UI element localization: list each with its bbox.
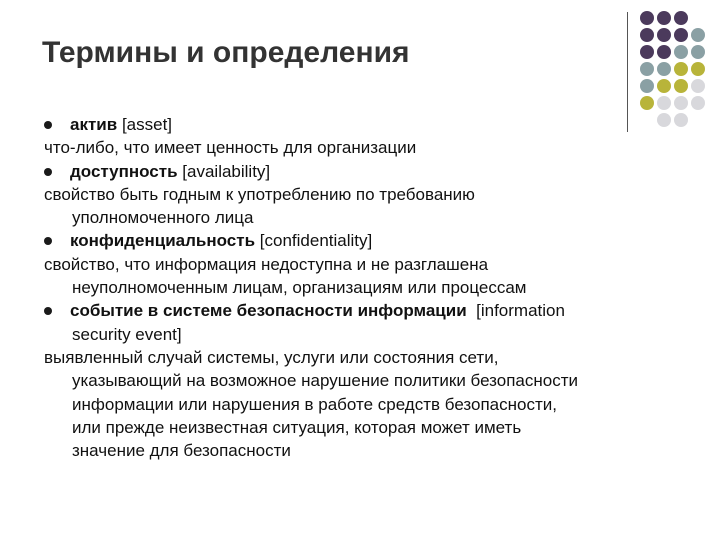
definition-line: значение для безопасности (72, 441, 291, 461)
term-english: [confidentiality] (259, 231, 373, 251)
term-line (44, 160, 674, 183)
dot (640, 62, 654, 76)
term-english: [asset] (121, 115, 173, 134)
dot (657, 62, 671, 76)
dot (657, 28, 671, 42)
term-line (44, 299, 674, 322)
term-name: доступность (70, 161, 178, 181)
dot (657, 79, 671, 93)
dot (640, 28, 654, 42)
definition-line: информации или нарушения в работе средств безопасности, (72, 394, 557, 414)
dot (674, 96, 688, 110)
term-line (44, 113, 674, 136)
dot (691, 62, 705, 76)
term-name: актив (70, 115, 118, 134)
term-name: событие в системе безопасности информации (70, 301, 467, 321)
definition-line: свойство, что информация недоступна и не разглашена (44, 254, 489, 274)
definition-line: уполномоченного лица (72, 208, 254, 228)
dot (674, 62, 688, 76)
term-name: конфиденциальность (70, 231, 256, 251)
dot (657, 45, 671, 59)
dot (657, 96, 671, 110)
slide-body (44, 113, 674, 462)
dot (657, 11, 671, 25)
dot (691, 79, 705, 93)
term-english-continued: security event] (72, 324, 182, 344)
dot (674, 45, 688, 59)
dot (640, 96, 654, 110)
slide-title: Термины и определения (42, 36, 410, 69)
dot (674, 28, 688, 42)
definition-line: выявленный случай системы, услуги или состояния сети, (44, 347, 499, 367)
term-english: [availability] (182, 161, 271, 181)
definition-line: неуполномоченным лицам, организациям или процессам (72, 278, 527, 298)
definition-line: свойство быть годным к употреблению по требованию (44, 184, 475, 204)
term-line (44, 229, 674, 252)
dot (640, 11, 654, 25)
term-english: [information (476, 301, 565, 321)
definition-line: или прежде неизвестная ситуация, которая может иметь (72, 417, 522, 437)
dot (691, 28, 705, 42)
definition-line: что-либо, что имеет ценность для организации (44, 138, 417, 158)
dot (674, 79, 688, 93)
dot (640, 45, 654, 59)
definition-line: указывающий на возможное нарушение политики безопасности (72, 371, 579, 391)
dot (691, 96, 705, 110)
dot (640, 79, 654, 93)
dot (674, 11, 688, 25)
dot (691, 45, 705, 59)
dot (674, 113, 688, 127)
